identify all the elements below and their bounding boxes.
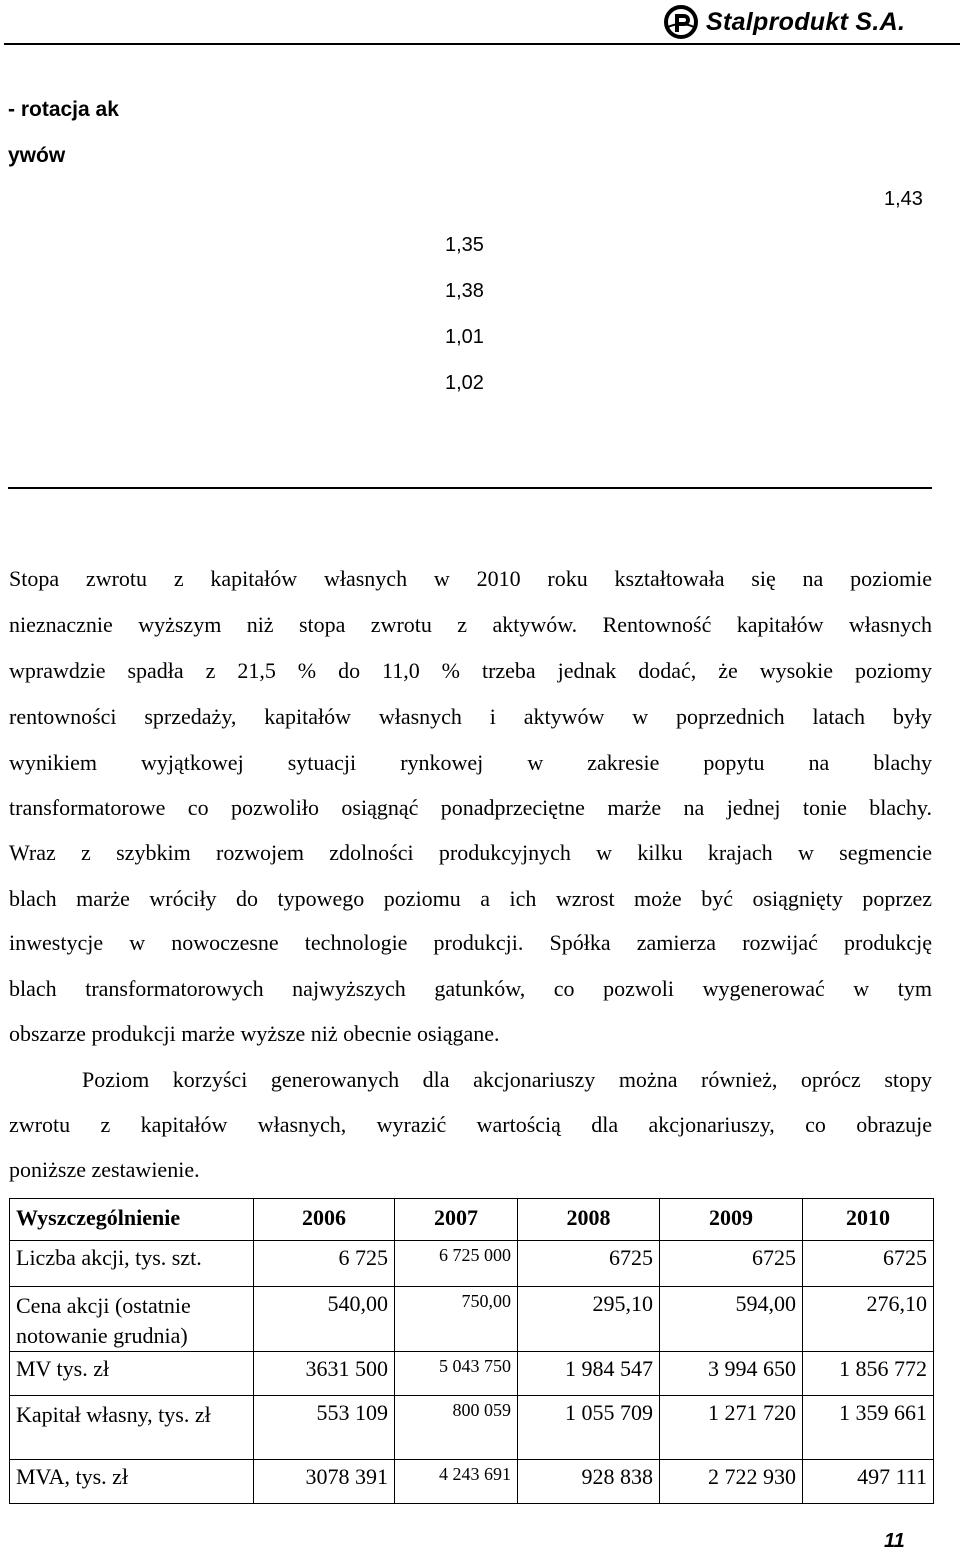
table-header-cell: Wyszczególnienie	[10, 1199, 254, 1241]
text-line: obszarze produkcji marże wyższe niż obecnie osiągane.	[9, 1021, 500, 1046]
table-header-cell: 2007	[395, 1199, 518, 1241]
table-header-cell: 2009	[660, 1199, 803, 1241]
text-line: inwestycje w nowoczesne technologie produkcji. Spółka zamierza rozwijać produkcję	[9, 930, 932, 955]
table-row	[10, 1287, 934, 1352]
table-cell: 928 838	[518, 1460, 660, 1504]
table-cell: 540,00	[254, 1287, 395, 1352]
table-cell: 6725	[803, 1241, 934, 1287]
text-line: wprawdzie spadła z 21,5 % do 11,0 % trzeba jednak dodać, że wysokie poziomy	[9, 658, 932, 683]
table-cell: 1 271 720	[660, 1396, 803, 1460]
table-header-cell: 2008	[518, 1199, 660, 1241]
section-divider	[8, 487, 932, 489]
shareholder-value-table	[9, 1198, 934, 1504]
chart-value-label: 1,01	[445, 326, 484, 348]
table-cell: 553 109	[254, 1396, 395, 1460]
company-name: Stalprodukt S.A.	[706, 7, 906, 36]
text-line: Stopa zwrotu z kapitałów własnych w 2010 roku kształtowała się na poziomie	[9, 566, 932, 591]
table-cell: 3 994 650	[660, 1352, 803, 1396]
text-line: wynikiem wyjątkowej sytuacji rynkowej w zakresie popytu na blachy	[9, 750, 932, 775]
text-line: zwrotu z kapitałów własnych, wyrazić wartością dla akcjonariuszy, co obrazuje	[9, 1112, 932, 1137]
table-cell: 1 856 772	[803, 1352, 934, 1396]
chart-value-label: 1,43	[884, 188, 923, 210]
table-row-label: Kapitał własny, tys. zł	[10, 1396, 254, 1460]
text-line: transformatorowe co pozwoliło osiągnąć ponadprzeciętne marże na jednej tonie blachy.	[9, 795, 932, 820]
table-cell: 6 725 000	[395, 1241, 518, 1287]
table-header-row	[10, 1199, 934, 1241]
table-cell: 800 059	[395, 1396, 518, 1460]
chart-title-line-2: ywów	[8, 144, 66, 167]
table-cell: 497 111	[803, 1460, 934, 1504]
table-header-cell: 2010	[803, 1199, 934, 1241]
table-row-label: Liczba akcji, tys. szt.	[10, 1241, 254, 1287]
table-cell: 276,10	[803, 1287, 934, 1352]
header-logo	[664, 4, 905, 40]
table-cell: 1 359 661	[803, 1396, 934, 1460]
chart-value-label: 1,02	[445, 372, 484, 394]
text-line: blach marże wróciły do typowego poziomu a ich wzrost może być osiągnięty poprzez	[9, 886, 932, 911]
table-cell: 1 984 547	[518, 1352, 660, 1396]
table-cell: 4 243 691	[395, 1460, 518, 1504]
table-cell: 1 055 709	[518, 1396, 660, 1460]
table-cell: 3078 391	[254, 1460, 395, 1504]
text-line: Poziom korzyści generowanych dla akcjonariuszy można również, oprócz stopy	[82, 1067, 932, 1092]
text-line: nieznacznie wyższym niż stopa zwrotu z aktywów. Rentowność kapitałów własnych	[9, 612, 932, 637]
table-row	[10, 1241, 934, 1287]
table-row-label: MVA, tys. zł	[10, 1460, 254, 1504]
company-logo-icon	[664, 5, 698, 39]
table-row	[10, 1396, 934, 1460]
table-cell: 5 043 750	[395, 1352, 518, 1396]
table-cell: 6 725	[254, 1241, 395, 1287]
table-row-label: MV tys. zł	[10, 1352, 254, 1396]
chart-title-line-1: - rotacja ak	[8, 98, 119, 121]
chart-value-label: 1,38	[445, 280, 484, 302]
table-cell: 3631 500	[254, 1352, 395, 1396]
table-cell: 2 722 930	[660, 1460, 803, 1504]
table-row	[10, 1352, 934, 1396]
text-line: poniższe zestawienie.	[9, 1157, 200, 1182]
table-cell: 295,10	[518, 1287, 660, 1352]
table-cell: 750,00	[395, 1287, 518, 1352]
table-cell: 6725	[660, 1241, 803, 1287]
chart-value-label: 1,35	[445, 234, 484, 256]
table-row	[10, 1460, 934, 1504]
table-header-cell: 2006	[254, 1199, 395, 1241]
table-cell: 594,00	[660, 1287, 803, 1352]
table-row-label: Cena akcji (ostatnie notowanie grudnia)	[10, 1287, 254, 1352]
table-cell: 6725	[518, 1241, 660, 1287]
text-line: rentowności sprzedaży, kapitałów własnych i aktywów w poprzednich latach były	[9, 704, 932, 729]
page-number: 11	[884, 1530, 905, 1552]
text-line: blach transformatorowych najwyższych gatunków, co pozwoli wygenerować w tym	[9, 976, 932, 1001]
header-divider	[4, 43, 960, 45]
text-line: Wraz z szybkim rozwojem zdolności produkcyjnych w kilku krajach w segmencie	[9, 840, 932, 865]
